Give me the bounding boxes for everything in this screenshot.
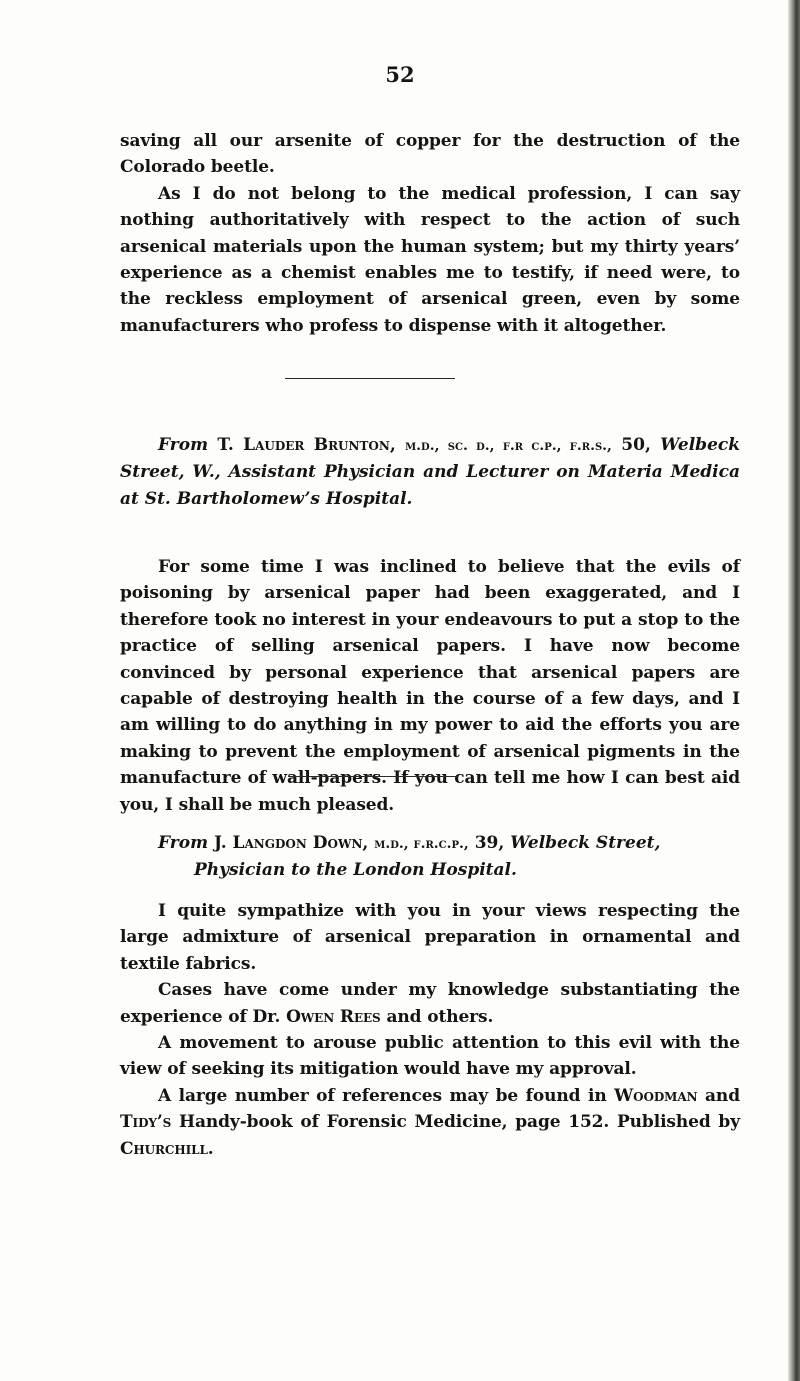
page-number: 52 <box>385 62 415 87</box>
letter2-p2-text-end: and others. <box>386 1006 494 1027</box>
letter2-p4-name-tidy: Tidy’s <box>120 1112 172 1133</box>
letter2-p4-and: and <box>705 1085 740 1106</box>
letter2-address-street: Welbeck Street, <box>510 833 661 853</box>
letter2-paragraph-4 <box>120 1083 740 1162</box>
letter1-paragraph: For some time I was inclined to believe that the evils of poisoning by arsenical paper had been exaggerated, and I therefore took no interest in your endeavours to put a stop to the practice of selling arsenical papers. I have now become convinced by personal experience that arsenical papers are capable of destroying health in the course of a few days, and I am willing to do anything in my power to aid the efforts you are making to prevent the employment of arsenical pigments in the manufacture of wall-papers. If you can tell me how I can best aid you, I shall be much pleased. <box>120 557 740 815</box>
letter2-address-number: 39, <box>474 833 505 853</box>
letter1-heading <box>120 432 740 512</box>
letter1-address-number: 50, <box>621 435 651 455</box>
letter1-credentials: m.d., sc. d., f.r c.p., f.r.s., <box>405 438 612 454</box>
section-divider <box>285 378 455 379</box>
letter1-address-street: Welbeck Street, W., <box>120 435 741 483</box>
letter2-p4-name-churchill: Churchill. <box>120 1138 214 1159</box>
letter2-paragraph-3: A movement to arouse public attention to this evil with the view of seeking its mitigation would have my approval. <box>120 1033 740 1080</box>
letter2-p4-text-mid: Handy-book of Forensic Medicine, page 152. Published by <box>179 1112 740 1133</box>
letter2-from: From <box>158 833 209 853</box>
letter2-heading <box>120 830 740 884</box>
letter2-author: J. Langdon Down, <box>213 833 369 853</box>
paragraph-continued: saving all our arsenite of copper for the destruction of the Colorado beetle. <box>120 131 740 178</box>
letter2-body <box>120 898 740 1162</box>
letter1-from: From <box>158 435 209 455</box>
letter2-credentials: m.d., f.r.c.p., <box>374 836 469 852</box>
letter1-body <box>120 554 740 818</box>
letter1-role: Assistant Physician and Lecturer on Materia Medica at St. Bartholomew’s Hospital. <box>120 462 740 509</box>
letter2-paragraph-2 <box>120 977 740 1030</box>
letter2-p4-name-woodman: Woodman <box>614 1085 698 1106</box>
letter2-paragraph-1: I quite sympathize with you in your views respecting the large admixture of arsenical preparation in ornamental and textile fabrics. <box>120 901 740 974</box>
letter2-p4-text: A large number of references may be found in <box>158 1085 607 1106</box>
letter2-p2-name: Owen Rees <box>286 1006 381 1027</box>
top-text-block <box>120 128 740 339</box>
letter1-author: T. Lauder Brunton, <box>217 435 396 455</box>
page-binding-edge <box>788 0 800 1381</box>
paragraph-chemist-testimony: As I do not belong to the medical profession, I can say nothing authoritatively with respect to the action of such arsenical materials upon the human system; but my thirty years’ experience as a chemist enables me to testify, if need were, to the reckless employment of arsenical green, even by some manufacturers who profess to dispense with it altogether. <box>120 183 740 336</box>
letter2-role: Physician to the London Hospital. <box>194 860 517 881</box>
section-divider <box>288 776 458 777</box>
letter2-p2-text: Cases have come under my knowledge substantiating the experience of Dr. <box>120 980 740 1027</box>
